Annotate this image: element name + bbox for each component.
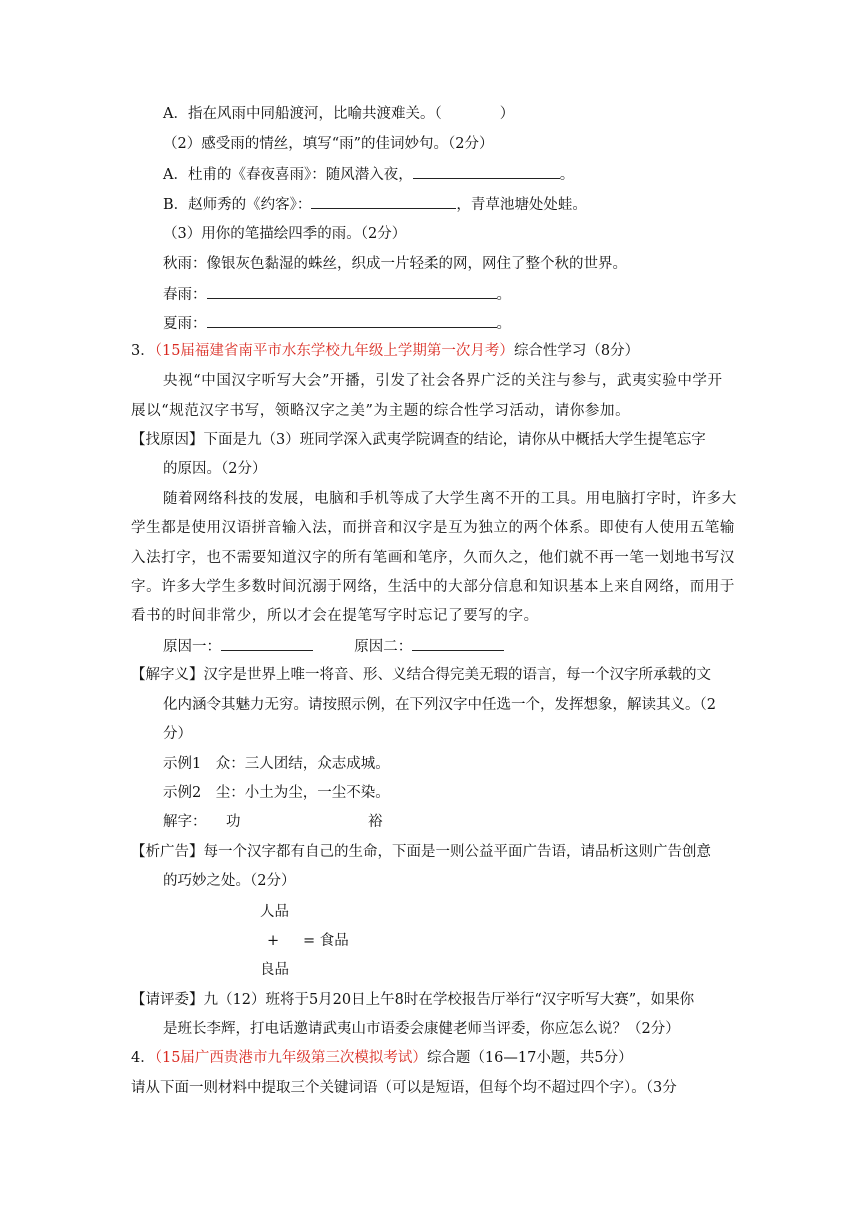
task-find-reason-cont: 的原因。（2分）	[163, 461, 267, 477]
char-yu[interactable]: 裕	[368, 814, 383, 830]
material-line-2: 学生都是使用汉语拼音输入法，而拼音和汉字是互为独立的两个体系。即使有人使用五笔输	[131, 520, 735, 536]
task-invite-judge: 【请评委】九（12）班将于5月20日上午8时在学校报告厅举行“汉字听写大赛”，如果你	[131, 992, 695, 1008]
question-title: 综合题（16—17小题，共5分）	[426, 1050, 633, 1066]
spring-rain-label: 春雨：	[163, 287, 207, 303]
option-b-tail: ，青草池塘处处蛙。	[456, 197, 587, 213]
task-find-reason: 【找原因】下面是九（3）班同学深入武夷学院调查的结论，请你从中概括大学生提笔忘字	[131, 432, 706, 448]
option-a-dufu-text: A．杜甫的《春夜喜雨》：随风潜入夜，	[163, 167, 413, 183]
question-number: 3．	[131, 343, 155, 359]
reason-one-label: 原因一：	[163, 639, 221, 655]
question-number: 4．	[131, 1050, 155, 1066]
task-explain-char-cont: 化内涵令其魅力无穷。请按照示例，在下列汉字中任选一个，发挥想象，解读其义。（2	[163, 697, 716, 713]
task-analyze-ad: 【析广告】每一个汉字都有自己的生命，下面是一则公益平面广告语，请品析这则广告创意	[131, 844, 711, 860]
char-gong[interactable]: 功	[226, 814, 241, 830]
question-3-header	[131, 341, 639, 361]
spring-rain-line	[163, 284, 511, 305]
material-line-5: 看书的时间非常少，所以才会在提笔写字时忘记了要写的字。	[131, 608, 539, 624]
answer-blank[interactable]	[207, 284, 497, 299]
option-b-text: B．赵师秀的《约客》：	[163, 197, 312, 213]
task-explain-char: 【解字义】汉字是世界上唯一将音、形、义结合得完美无瑕的语言，每一个汉字所承载的文	[131, 667, 711, 683]
question-source: （15届福建省南平市水东学校九年级上学期第一次月考）	[154, 343, 514, 359]
task-analyze-ad-cont: 的巧妙之处。（2分）	[163, 873, 296, 889]
punct: 。	[496, 287, 511, 303]
ad-equals-shipin: = 食品	[303, 933, 349, 949]
ad-plus-sign: +	[267, 933, 280, 949]
ad-word-renpin: 人品	[260, 904, 289, 920]
option-b-zhao	[163, 194, 587, 215]
answer-blank[interactable]	[207, 313, 497, 328]
task-invite-judge-cont: 是班长李辉，打电话邀请武夷山市语委会康健老师当评委，你应怎么说？（2分）	[163, 1021, 680, 1037]
summer-rain-label: 夏雨：	[163, 316, 207, 332]
reason-answers	[163, 636, 504, 657]
sub-question-3: （3）用你的笔描绘四季的雨。（2分）	[163, 226, 407, 242]
example-1: 示例1 众：三人团结，众志成城。	[163, 756, 390, 772]
question-4-header	[131, 1048, 633, 1068]
task-explain-char-end: 分）	[163, 726, 192, 742]
question-4-instruction: 请从下面一则材料中提取三个关键词语（可以是短语，但每个均不超过四个字）。（3分	[131, 1080, 677, 1096]
intro-paragraph-line-1: 央视“中国汉字听写大会”开播，引发了社会各界广泛的关注与参与，武夷实验中学开	[163, 373, 723, 389]
punct: 。	[496, 316, 511, 332]
material-line-3: 入法打字，也不需要知道汉字的所有笔画和笔序，久而久之，他们就不再一笔一划地书写汉	[131, 550, 735, 566]
explain-label: 解字：	[163, 814, 207, 830]
question-title: 综合性学习（8分）	[513, 343, 640, 359]
intro-paragraph-line-2: 展以“规范汉字书写，领略汉字之美”为主题的综合性学习活动，请你参加。	[131, 403, 631, 419]
question-source: （15届广西贵港市九年级第三次模拟考试）	[154, 1050, 427, 1066]
summer-rain-line	[163, 313, 511, 334]
sub-question-2: （2）感受雨的情丝，填写“雨”的佳词妙句。（2分）	[163, 136, 494, 152]
answer-blank[interactable]	[413, 164, 560, 179]
ad-word-liangpin: 良品	[260, 962, 289, 978]
material-line-1: 随着网络科技的发展，电脑和手机等成了大学生离不开的工具。用电脑打字时，许多大	[163, 491, 737, 507]
answer-blank[interactable]	[221, 636, 313, 651]
punct: 。	[559, 167, 575, 183]
option-a-idiom: A．指在风雨中同船渡河，比喻共渡难关。（ ）	[163, 106, 515, 122]
autumn-rain-example: 秋雨：像银灰色黏湿的蛛丝，织成一片轻柔的网，网住了整个秋的世界。	[163, 256, 627, 272]
answer-blank[interactable]	[412, 636, 504, 651]
reason-two-label: 原因二：	[354, 639, 413, 655]
answer-blank[interactable]	[311, 194, 456, 209]
option-a-dufu	[163, 164, 574, 185]
material-line-4: 字。许多大学生多数时间沉溺于网络，生活中的大部分信息和知识基本上来自网络，而用于	[131, 579, 735, 595]
example-2: 示例2 尘：小土为尘，一尘不染。	[163, 785, 390, 801]
